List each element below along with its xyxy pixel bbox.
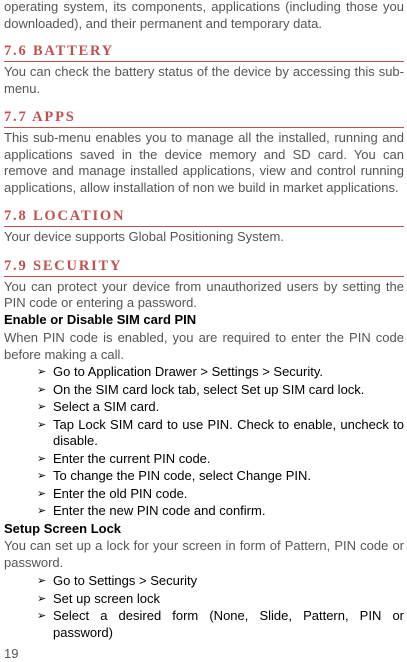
list-item: ➢ Set up screen lock (37, 590, 160, 606)
list-item: ➢ Select a desired form (None, Slide, Pattern, PIN or password) (37, 608, 404, 640)
arrow-bullet-icon: ➢ (37, 574, 47, 587)
sim-pin-subheading: Enable or Disable SIM card PIN (4, 311, 197, 327)
document-page (4, 0, 404, 642)
arrow-bullet-icon: ➢ (37, 382, 47, 396)
list-item: ➢ Select a SIM card. (37, 399, 160, 414)
screen-lock-steps-list (4, 573, 404, 641)
battery-paragraph: You can check the battery status of the device by accessing this sub-menu. (4, 64, 404, 96)
list-item: ➢ Enter the old PIN code. (37, 485, 188, 501)
security-heading: 7.9 SECURITY (4, 258, 404, 277)
arrow-bullet-icon: ➢ (37, 451, 47, 465)
location-heading: 7.8 LOCATION (4, 208, 404, 227)
security-paragraph: You can protect your device from unauthorized users by setting the PIN code or entering a password. (4, 278, 404, 310)
arrow-bullet-icon: ➢ (37, 591, 47, 605)
apps-paragraph: This sub-menu enables you to manage all the installed, running and applications saved in the device memory and SD card. You can remove and manage installed applications, view and control running applications, allow installation of non we build in market applications. (4, 130, 404, 195)
location-paragraph: Your device supports Global Positioning System. (4, 229, 284, 244)
screen-lock-paragraph: You can set up a lock for your screen in form of Pattern, PIN code or password. (4, 538, 404, 570)
sim-pin-paragraph: When PIN code is enabled, you are required to enter the PIN code before making a call. (4, 330, 404, 362)
arrow-bullet-icon: ➢ (37, 417, 47, 431)
list-item: ➢ To change the PIN code, select Change PIN. (37, 468, 311, 483)
list-item: ➢ Go to Settings > Security (37, 573, 198, 588)
screen-lock-subheading: Setup Screen Lock (4, 520, 122, 536)
arrow-bullet-icon: ➢ (37, 469, 47, 482)
battery-heading: 7.6 BATTERY (4, 43, 404, 62)
arrow-bullet-icon: ➢ (37, 486, 47, 500)
arrow-bullet-icon: ➢ (37, 400, 47, 413)
sim-pin-steps-list (4, 364, 404, 520)
arrow-bullet-icon: ➢ (37, 365, 47, 378)
arrow-bullet-icon: ➢ (37, 609, 47, 622)
apps-heading: 7.7 APPS (4, 109, 404, 128)
page-number: 19 (4, 646, 19, 661)
list-item: ➢ Tap Lock SIM card to use PIN. Check to enable, uncheck to disable. (37, 416, 404, 448)
intro-paragraph: operating system, its components, applications (including those you downloaded), and their permanent and temporary data. (4, 0, 404, 31)
arrow-bullet-icon: ➢ (37, 504, 47, 517)
list-item: ➢ Go to Application Drawer > Settings > Security. (37, 364, 324, 379)
list-item: ➢ On the SIM card lock tab, select Set up SIM card lock. (37, 381, 365, 397)
list-item: ➢ Enter the current PIN code. (37, 450, 211, 466)
list-item: ➢ Enter the new PIN code and confirm. (37, 503, 266, 518)
